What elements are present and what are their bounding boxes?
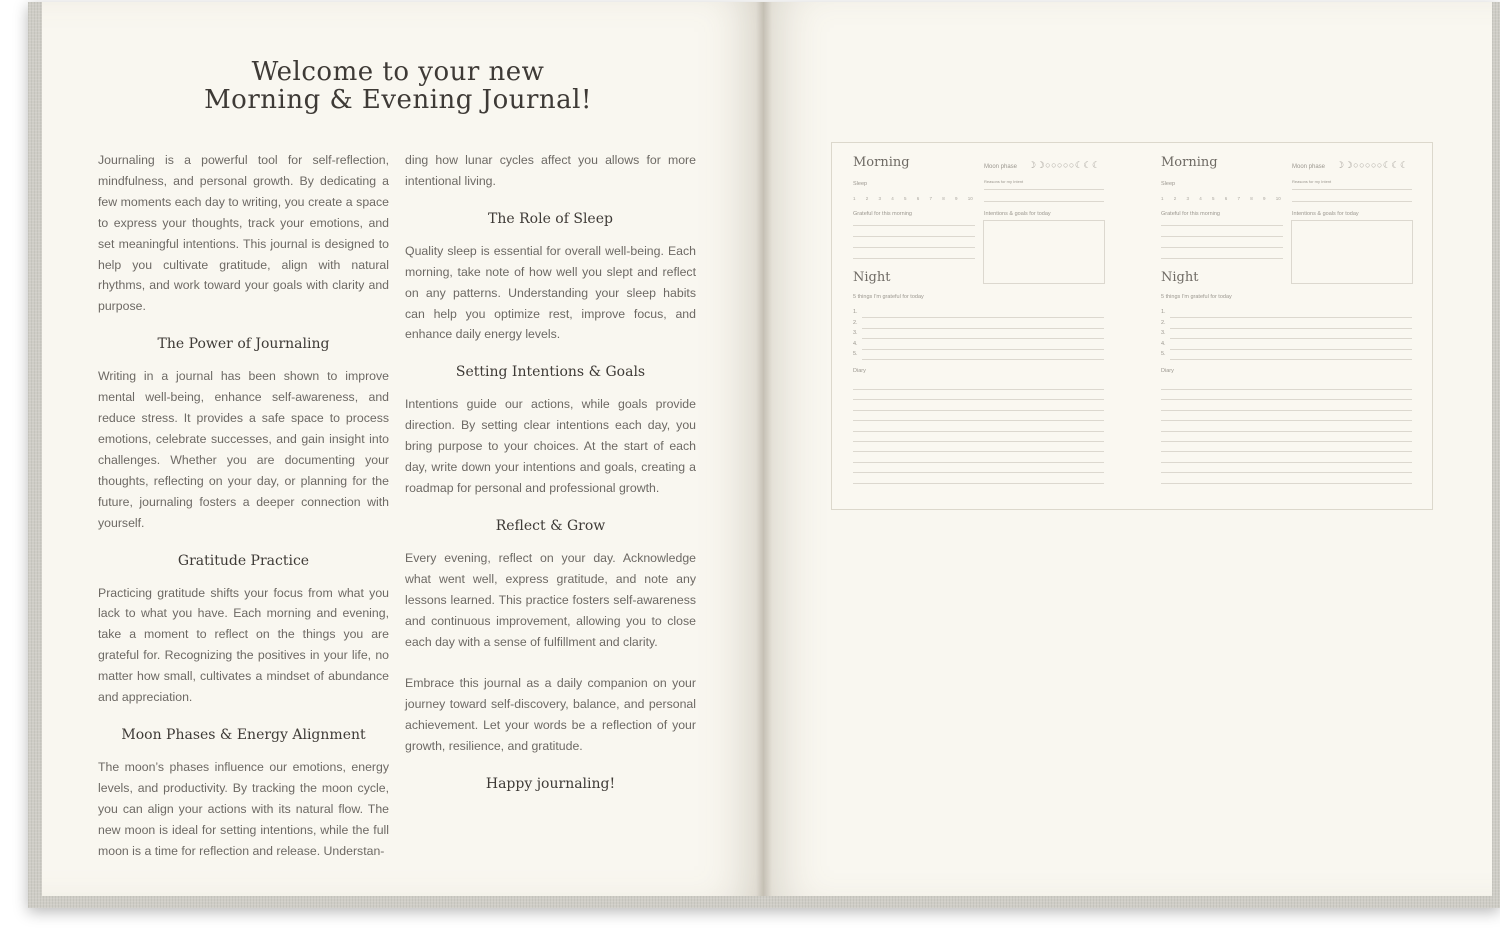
gratitude-number: 5. bbox=[853, 351, 858, 357]
moon-paragraph: The moon’s phases influence our emotions, energy levels, and productivity. By tracking the moon cycle, you can align your actions with its natural flow. The new moon is ideal for setting intentions, while the full moon is a time for reflection and release. Understan- bbox=[98, 759, 389, 858]
morning-heading: Morning bbox=[1161, 155, 1218, 170]
template-day-2 bbox=[1140, 143, 1440, 509]
sleep-label: Sleep bbox=[1161, 181, 1176, 187]
night-heading: Night bbox=[853, 270, 891, 285]
gratitude-number: 2. bbox=[853, 319, 858, 326]
gratitude-number: 4. bbox=[1161, 340, 1166, 347]
power-paragraph: Writing in a journal has been shown to improve mental well-being, enhance self-awareness, and reduce stress. It provides a safe space to process emotions, celebrate successes, and gain insight into challenges. Whether you are documenting your thoughts, reflecting on your day, or planning for the future, journaling fosters a deeper connection with yourself. bbox=[98, 369, 389, 530]
gratitude-number: 3. bbox=[853, 330, 858, 336]
sleep-label: Sleep bbox=[853, 181, 868, 187]
intentions-paragraph: Intentions guide our actions, while goals provide direction. By setting clear intentions each day, you bring purpose to your choices. At the start of each day, write down your intentions and goals, creating a roadmap for personal and professional growth. bbox=[405, 397, 696, 495]
moon-phase-label: Moon phase bbox=[1292, 164, 1326, 170]
moon-phase-icons: ☽☽○○○○○☾☾☾ bbox=[1028, 160, 1101, 170]
intentions-label: Intentions & goals for today bbox=[984, 211, 1051, 217]
reason-label: Reasons for my Intent bbox=[1292, 179, 1332, 184]
journal-template-preview bbox=[831, 142, 1433, 510]
gratitude-number: 2. bbox=[1161, 319, 1166, 326]
text-column-2 bbox=[405, 150, 696, 794]
five-things-label: 5 things I'm grateful for today bbox=[1161, 294, 1232, 300]
sleep-heading: The Role of Sleep bbox=[488, 210, 613, 227]
sleep-scale: 1 2 3 4 5 6 7 8 9 10 bbox=[1161, 196, 1281, 201]
book-gutter bbox=[756, 2, 772, 896]
power-heading: The Power of Journaling bbox=[157, 336, 330, 353]
title-line-2: Morning & Evening Journal! bbox=[204, 85, 592, 115]
reflect-heading: Reflect & Grow bbox=[495, 517, 606, 534]
gratitude-number: 1. bbox=[853, 309, 858, 315]
page-title bbox=[42, 58, 754, 114]
gratitude-number: 5. bbox=[1161, 351, 1166, 357]
gratitude-paragraph: Practicing gratitude shifts your focus from what you lack to what you have. Each morning and evening, take a moment to reflect on the things you are grateful for. Recognizing the positives in your life, no matter how small, cultivates a mindset of abundance and appreciation. bbox=[98, 585, 389, 705]
night-heading: Night bbox=[1161, 270, 1199, 285]
gratitude-heading: Gratitude Practice bbox=[177, 552, 310, 569]
intentions-heading: Setting Intentions & Goals bbox=[455, 364, 646, 381]
diary-label: Diary bbox=[853, 368, 866, 374]
gratitude-number: 4. bbox=[853, 340, 858, 347]
moon-phase-label: Moon phase bbox=[984, 164, 1018, 170]
title-line-1: Welcome to your new bbox=[251, 57, 545, 87]
reason-label: Reasons for my Intent bbox=[984, 179, 1024, 184]
template-day-1 bbox=[832, 143, 1132, 509]
embrace-paragraph: Embrace this journal as a daily companion on your journey toward self-discovery, balance, and personal achievement. Let your words be a reflection of your growth, resilience, and gratitude. bbox=[405, 676, 696, 754]
intentions-box bbox=[983, 220, 1105, 284]
moon-paragraph-continued: ding how lunar cycles affect you allows for more intentional living. bbox=[405, 153, 696, 188]
intentions-label: Intentions & goals for today bbox=[1292, 211, 1359, 217]
grateful-morning-label: Grateful for this morning bbox=[1161, 211, 1220, 217]
moon-heading: Moon Phases & Energy Alignment bbox=[121, 726, 366, 743]
gratitude-number: 1. bbox=[1161, 309, 1166, 315]
intro-paragraph: Journaling is a powerful tool for self-reflection, mindfulness, and personal growth. By dedicating a few moments each day to writing, you create a space to express your thoughts, track your emotions, and set meaningful intentions. This journal is designed to help you cultivate gratitude, align with natural rhythms, and work toward your goals with clarity and purpose. bbox=[98, 153, 389, 314]
five-things-label: 5 things I'm grateful for today bbox=[853, 294, 924, 300]
sleep-scale: 1 2 3 4 5 6 7 8 9 10 bbox=[853, 196, 973, 201]
gratitude-number: 3. bbox=[1161, 330, 1166, 336]
morning-heading: Morning bbox=[853, 155, 910, 170]
closing-line: Happy journaling! bbox=[485, 776, 616, 793]
grateful-morning-label: Grateful for this morning bbox=[853, 211, 912, 217]
moon-phase-icons: ☽☽○○○○○☾☾☾ bbox=[1336, 160, 1409, 170]
diary-label: Diary bbox=[1161, 368, 1174, 374]
reflect-paragraph: Every evening, reflect on your day. Acknowledge what went well, express gratitude, and note any lessons learned. This practice fosters self-awareness and continuous improvement, allowing you to close each day with a sense of fulfillment and clarity. bbox=[405, 550, 696, 649]
text-column-1 bbox=[98, 150, 389, 861]
sleep-paragraph: Quality sleep is essential for overall well-being. Each morning, take note of how well you slept and reflect on any patterns. Understanding your sleep habits can help you optimize rest, improve focus, and enhance daily energy levels. bbox=[405, 243, 696, 342]
intentions-box bbox=[1291, 220, 1413, 284]
